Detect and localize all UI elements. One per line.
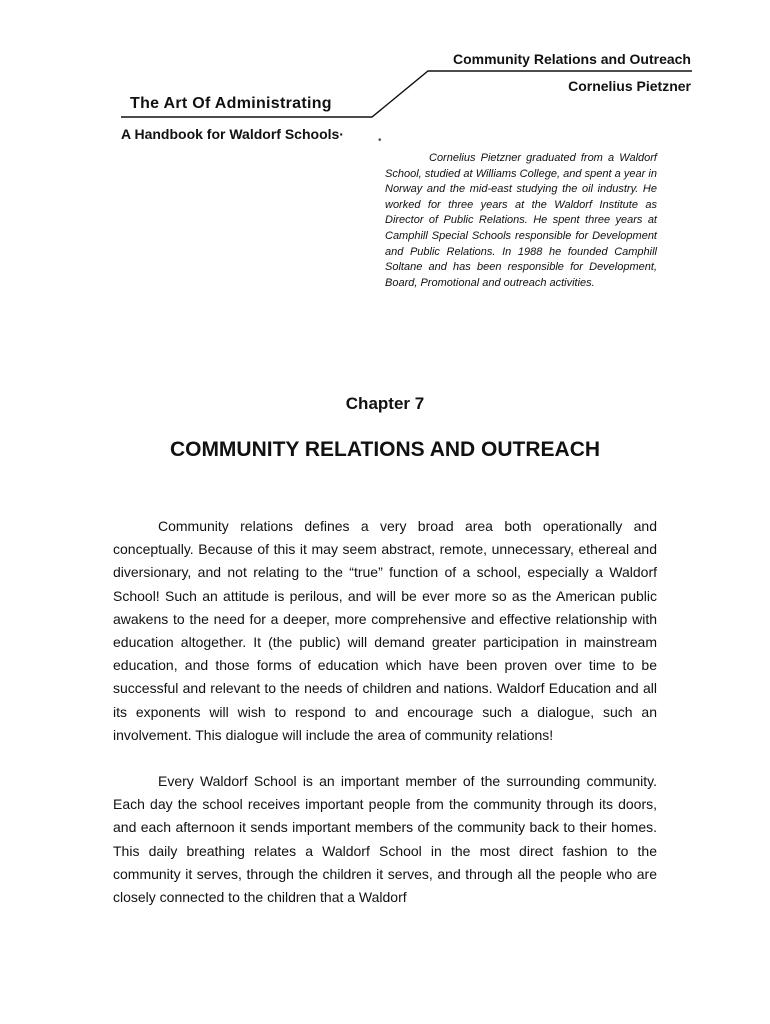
book-title: The Art Of Administrating xyxy=(130,95,332,112)
author-name: Cornelius Pietzner xyxy=(568,78,691,94)
body-paragraph: Community relations defines a very broad area both operationally and conceptually. Because of this it may seem abstract, remote, unnecessary, ethereal and diversionary, and not relating to the “true” function of a school, especially a Waldorf School! Such an attitude is perilous, and will be ever more so as the American public awakens to the need for a deeper, more comprehensive and effective relationship with education altogether. It (the public) will demand greater participation in mainstream education, and those forms of education which have been proven over time to be successful and relevant to the needs of children and nations. Waldorf Education and all its exponents will wish to respond to and encourage such a dialogue, such an involvement. This dialogue will include the area of community relations! xyxy=(113,518,657,743)
book-subtitle: A Handbook for Waldorf Schools· xyxy=(121,126,344,142)
stray-dot-mark: • xyxy=(378,135,382,146)
body-paragraph: Every Waldorf School is an important member of the surrounding community. Each day the school receives important people from the community through its doors, and each afternoon it sends important members of the community back to their homes. This daily breathing relates a Waldorf School in the most direct fashion to the community it serves, through the children it serves, and through all the people who are closely connected to the children that a Waldorf xyxy=(113,773,657,906)
chapter-title: COMMUNITY RELATIONS AND OUTREACH xyxy=(169,438,601,461)
chapter-number-label: Chapter 7 xyxy=(345,394,425,413)
author-bio: Cornelius Pietzner graduated from a Waldorf School, studied at Williams College, and spent a year in Norway and the mid-east studying the oil industry. He worked for three years at the Waldorf Institute as Director of Public Relations. He spent three years at Camphill Special Schools responsible for Development and Public Relations. In 1988 he founded Camphill Soltane and has been responsible for Development, Board, Promotional and outreach activities. xyxy=(385,152,657,289)
running-title: Community Relations and Outreach xyxy=(452,51,691,67)
header-divider-line xyxy=(0,0,770,140)
chapter-number xyxy=(0,394,770,414)
chapter-body xyxy=(113,515,657,932)
